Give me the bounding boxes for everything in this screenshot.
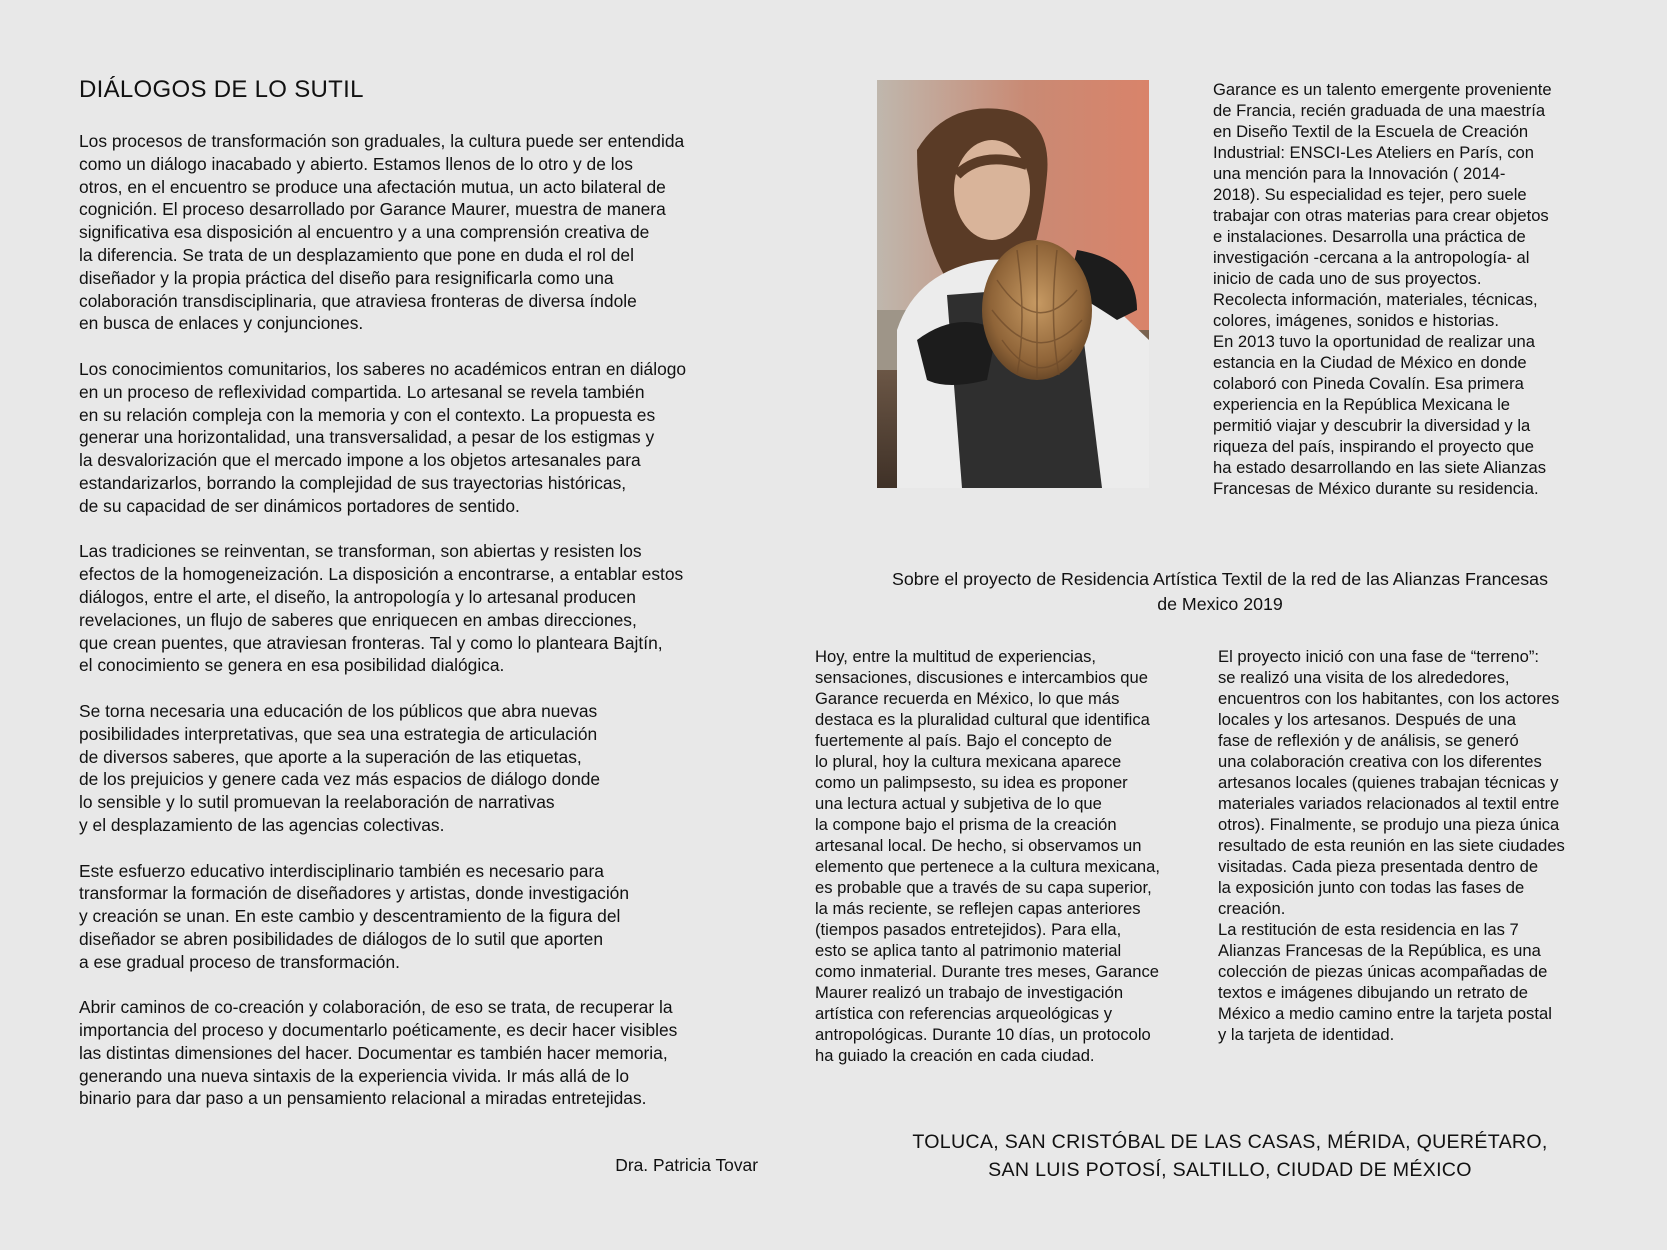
essay-paragraph-5: Este esfuerzo educativo interdisciplinario también es necesario para transformar la formación de diseñadores y artistas, donde investigación y creación se unan. En este cambio y descentramiento de la figura del diseñador se abren posibilidades de diálogos de lo sutil que aporten a ese gradual proceso de transformación. <box>79 860 630 972</box>
essay-paragraph-6: Abrir caminos de co-creación y colaboración, de eso se trata, de recuperar la importancia del proceso y documentarlo poéticamente, es decir hacer visibles las distintas dimensiones del hacer. Documentar es también hacer memoria, generando una nueva sintaxis de la experiencia vivida. Ir más allá de lo binario para dar paso a un pensamiento relacional a miradas entretejidas. <box>79 997 678 1109</box>
essay-body <box>79 130 759 1133</box>
essay-paragraph-1: Los procesos de transformación son graduales, la cultura puede ser entendida como un diálogo inacabado y abierto. Estamos llenos de lo otro y de los otros, en el encuentro se produce una afectación mutua, un acto bilateral de cognición. El proceso desarrollado por Garance Maurer, muestra de manera significativa esa disposición al encuentro y a una comprensión creativa de la diferencia. Se trata de un desplazamiento que pone en duda el rol del diseñador y la propia práctica del diseño para resignificarla como una colaboración transdisciplinaria, que atraviesa fronteras de diversa índole en busca de enlaces y conjunciones. <box>79 131 685 334</box>
project-column-right: El proyecto inició con una fase de “terreno”: se realizó una visita de los alrededores, encuentros con los habitantes, con los actores locales y los artesanos. Después de una fase de reflexión y de análisis, se generó una colaboración creativa con los diferentes artesanos locales (quienes trabajan técnicas y materiales variados relacionados al textil entre otros). Finalmente, se produjo una pieza única resultado de esta reunión en las siete ciudades visitadas. Cada pieza presentada dentro de la exposición junto con todas las fases de creación. La restitución de esta residencia en las 7 Alianzas Francesas de la República, es una colección de piezas únicas acompañadas de textos e imágenes dibujando un retrato de México a medio camino entre la tarjeta postal y la tarjeta de identidad. <box>1218 647 1565 1044</box>
project-title: Sobre el proyecto de Residencia Artística Textil de la red de las Alianzas Francesas de Mexico 2019 <box>892 569 1548 614</box>
artist-bio: Garance es un talento emergente proveniente de Francia, recién graduada de una maestría en Diseño Textil de la Escuela de Creación Industrial: ENSCI-Les Ateliers en París, con una mención para la Innovación ( 2014- 2018). Su especialidad es tejer, pero suele trabajar con otras materias para crear objetos e instalaciones. Desarrolla una práctica de investigación -cercana a la antropología- al inicio de cada uno de sus proyectos. Recolecta información, materiales, técnicas, colores, imágenes, sonidos e historias. En 2013 tuvo la oportunidad de realizar una estancia en la Ciudad de México en donde colaboró con Pineda Covalín. Esa primera experiencia en la República Mexicana le permitió viajar y descubrir la diversidad y la riqueza del país, inspirando el proyecto que ha estado desarrollando en las siete Alianzas Francesas de México durante su residencia. <box>1213 80 1552 498</box>
essay-signature: Dra. Patricia Tovar <box>615 1155 758 1175</box>
essay-paragraph-4: Se torna necesaria una educación de los públicos que abra nuevas posibilidades interpretativas, que sea una estrategia de articulación de diversos saberes, que aporte a la superación de las etiquetas, de los prejuicios y genere cada vez más espacios de diálogo donde lo sensible y lo sutil promuevan la reelaboración de narrativas y el desplazamiento de las agencias colectivas. <box>79 700 601 835</box>
cities-list: TOLUCA, SAN CRISTÓBAL DE LAS CASAS, MÉRIDA, QUERÉTARO, SAN LUIS POTOSÍ, SALTILLO, CIUDAD DE MÉXICO <box>912 1131 1548 1181</box>
project-column-left: Hoy, entre la multitud de experiencias, sensaciones, discusiones e intercambios que Garance recuerda en México, lo que más destaca es la pluralidad cultural que identifica fuertemente al país. Bajo el concepto de lo plural, hoy la cultura mexicana aparece como un palimpsesto, su idea es proponer una lectura actual y subjetiva de lo que la compone bajo el prisma de la creación artesanal local. De hecho, si observamos un elemento que pertenece a la cultura mexicana, es probable que a través de su capa superior, la más reciente, se reflejen capas anteriores (tiempos pasados entretejidos). Para ella, esto se aplica tanto al patrimonio material como inmaterial. Durante tres meses, Garance Maurer realizó un trabajo de investigación artística con referencias arqueológicas y antropológicas. Durante 10 días, un protocolo ha guiado la creación en cada ciudad. <box>815 647 1160 1065</box>
artist-photo <box>877 80 1149 488</box>
essay-paragraph-2: Los conocimientos comunitarios, los saberes no académicos entran en diálogo en un proceso de reflexividad compartida. Lo artesanal se revela también en su relación compleja con la memoria y con el contexto. La propuesta es generar una horizontalidad, una transversalidad, a pesar de los estigmas y la desvalorización que el mercado impone a los objetos artesanales para estandarizarlos, borrando la complejidad de sus trayectorias históricas, de su capacidad de ser dinámicos portadores de sentido. <box>79 358 687 516</box>
essay-title: DIÁLOGOS DE LO SUTIL <box>79 76 364 103</box>
artist-photo-illustration <box>877 80 1149 488</box>
essay-paragraph-3: Las tradiciones se reinventan, se transforman, son abiertas y resisten los efectos de la homogeneización. La disposición a encontrarse, a entablar estos diálogos, entre el arte, el diseño, la antropología y lo artesanal producen revelaciones, un flujo de saberes que enriquecen en ambas direcciones, que crean puentes, que atraviesan fronteras. Tal y como lo planteara Bajtín, el conocimiento se genera en esa posibilidad dialógica. <box>79 541 684 676</box>
